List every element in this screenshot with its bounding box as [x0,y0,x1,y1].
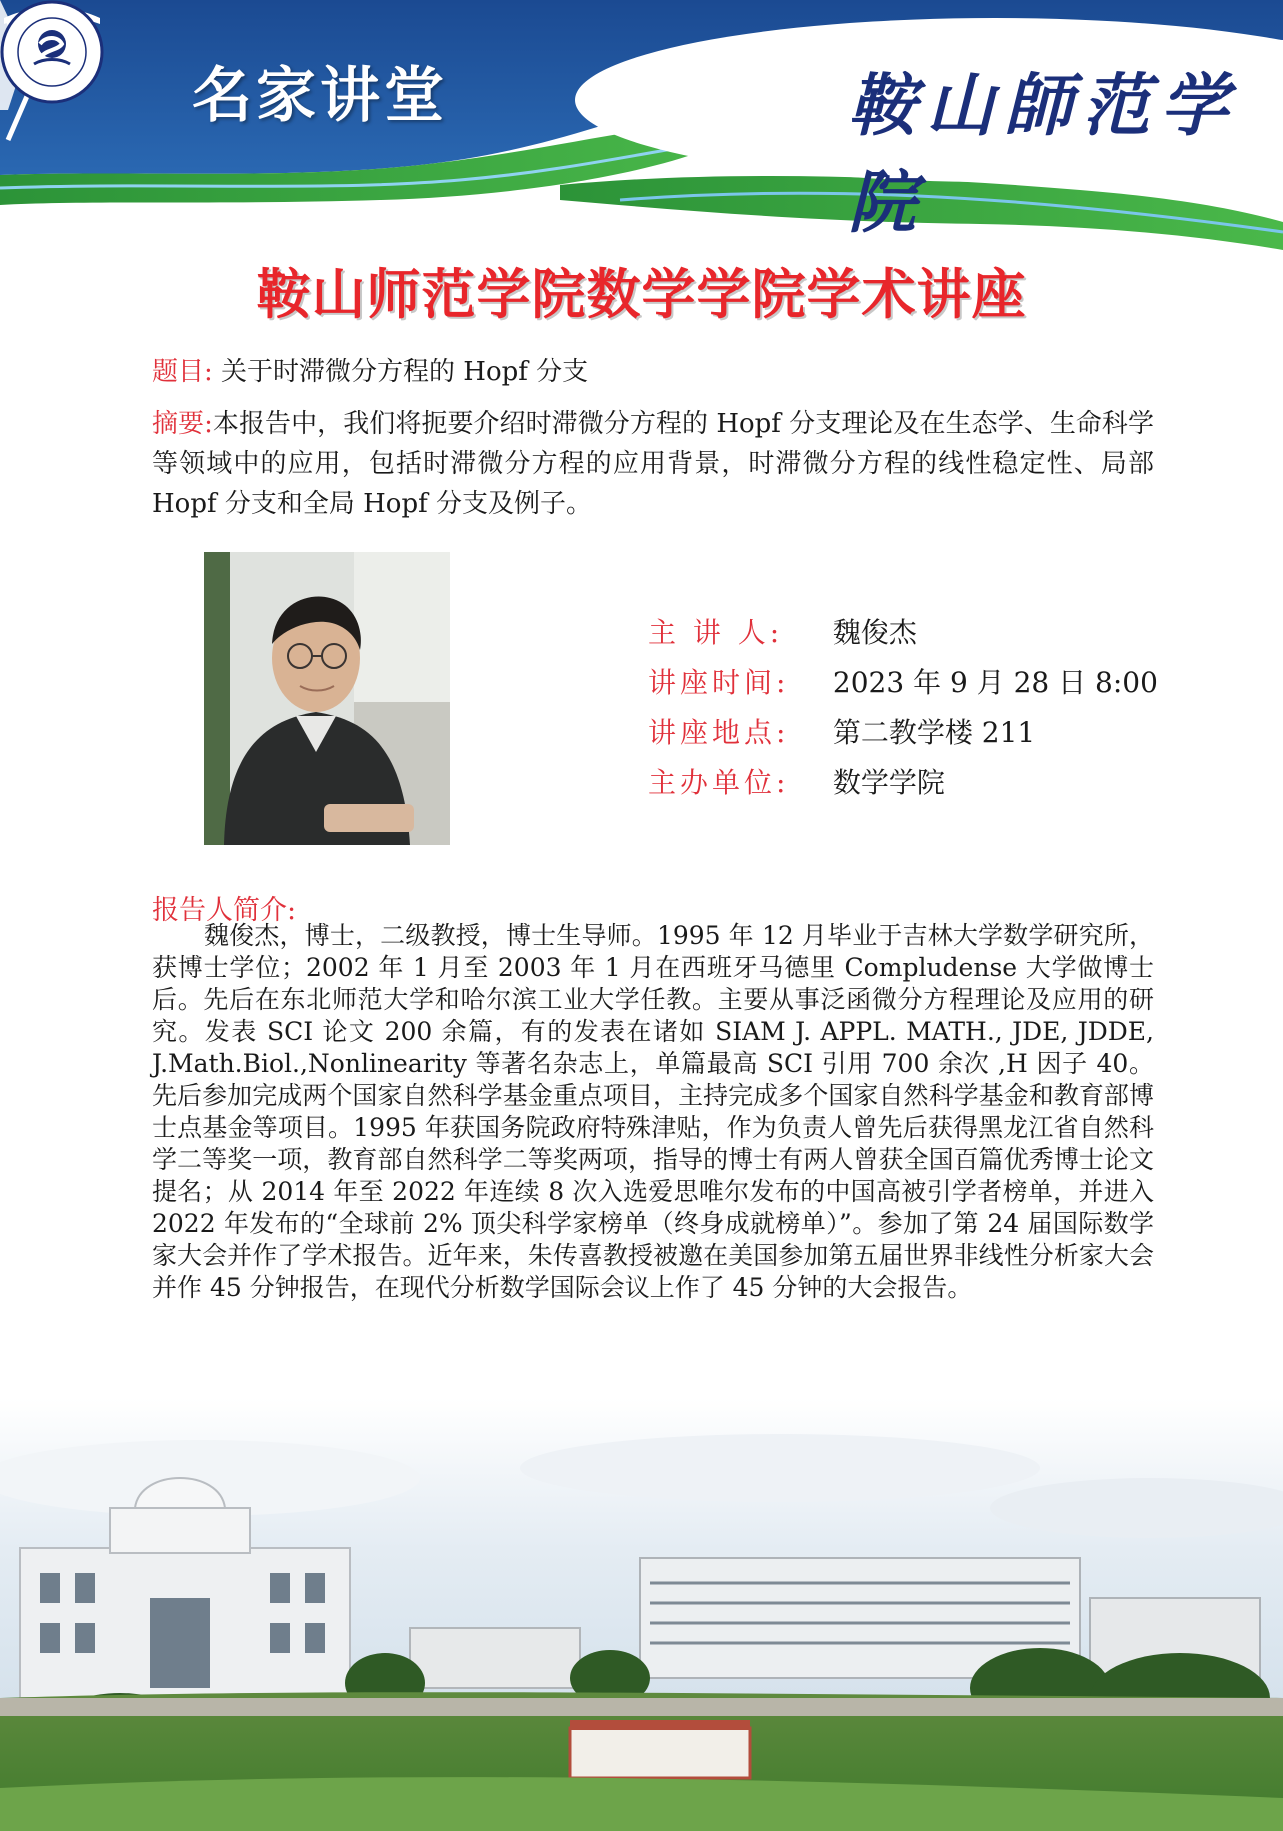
lecture-info-list [648,608,1158,808]
speaker-photo [204,552,450,845]
organizer-value: 数学学院 [832,766,945,799]
speaker-portrait-graphic [204,552,450,845]
location-label: 讲座地点: [648,716,790,749]
abstract-paragraph [152,404,1154,524]
abstract-label: 摘要: [152,409,213,439]
header-banner [0,0,1283,250]
university-seal-icon [0,0,104,104]
speaker-label: 主 讲 人: [648,616,784,649]
topic-label: 题目: [152,357,213,387]
speaker-value: 魏俊杰 [832,616,917,649]
bio-paragraph: 魏俊杰，博士，二级教授，博士生导师。1995 年 12 月毕业于吉林大学数学研究所，获博士学位；2002 年 1 月至 2003 年 1 月在西班牙马德里 Compludense 大学做博士后。先后在东北师范大学和哈尔滨工业大学任教。主要从事泛函微分方程理论及应用的研究。发表 SCI 论文 200 余篇，有的发表在诸如 SIAM J. APPL. MATH., JDE, JDDE, J.Math.Biol.,Nonlinearity 等著名杂志上，单篇最高 SCI 引用 700 余次 ,H 因子 40。先后参加完成两个国家自然科学基金重点项目，主持完成多个国家自然科学基金和教育部博士点基金等项目。1995 年获国务院政府特殊津贴，作为负责人曾先后获得黑龙江省自然科学二等奖一项，教育部自然科学二等奖两项，指导的博士有两人曾获全国百篇优秀博士论文提名；从 2014 年至 2022 年连续 8 次入选爱思唯尔发布的中国高被引学者榜单，并进入 2022 年发布的“全球前 2% 顶尖科学家榜单（终身成就榜单）”。参加了第 24 届国际数学家大会并作了学术报告。近年来，朱传喜教授被邀在美国参加第五届世界非线性分析家大会并作 45 分钟报告，在现代分析数学国际会议上作了 45 分钟的大会报告。 [152,921,1154,1302]
info-row-organizer [648,758,1158,808]
info-row-speaker [648,608,1158,658]
lecture-title: 鞍山师范学院数学学院学术讲座 [256,263,1027,326]
series-title: 名家讲堂 [192,61,448,131]
abstract-text: 本报告中，我们将扼要介绍时滞微分方程的 Hopf 分支理论及在生态学、生命科学等领域中的应用，包括时滞微分方程的应用背景，时滞微分方程的线性稳定性、局部 Hopf 分支和全局 Hopf 分支及例子。 [152,409,1154,519]
info-row-time [648,658,1158,708]
campus-photo [0,1398,1283,1831]
school-name: 鞍山師范学院 [848,66,1239,243]
bio-heading: 报告人简介: [152,895,297,926]
topic-line [152,352,1154,392]
organizer-label: 主办单位: [648,766,790,799]
info-row-location [648,708,1158,758]
campus-scene-graphic [0,1398,1283,1831]
time-value: 2023 年 9 月 28 日 8:00 [832,666,1158,699]
time-label: 讲座时间: [648,666,790,699]
topic-value: 关于时滞微分方程的 Hopf 分支 [221,357,589,387]
location-value: 第二教学楼 211 [832,716,1036,749]
